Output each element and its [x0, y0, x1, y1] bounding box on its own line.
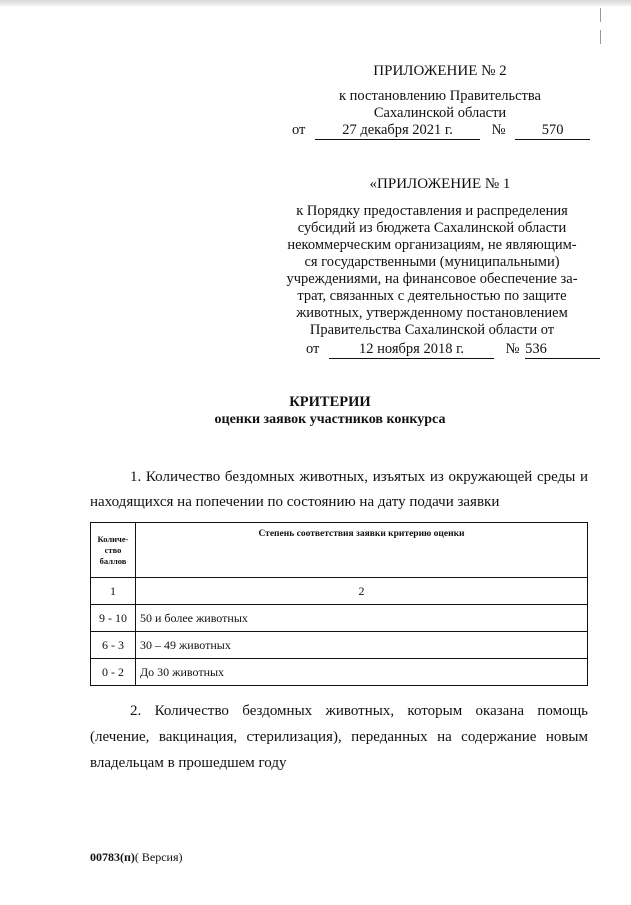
inner-appendix-line: Правительства Сахалинской области от	[309, 322, 555, 338]
appendix-date-line	[292, 122, 592, 140]
table-row	[91, 659, 588, 686]
table-header-degree: Степень соответствия заявки критерию оценки	[136, 523, 588, 578]
number-label: №	[491, 122, 506, 138]
inner-appendix-title: «ПРИЛОЖЕНИЕ № 1	[369, 176, 511, 192]
table-cell-desc: До 30 животных	[136, 659, 588, 686]
criteria-title: КРИТЕРИИ	[289, 394, 371, 410]
from-label: от	[306, 341, 320, 357]
criteria-table	[90, 522, 588, 686]
table-index-row	[91, 578, 588, 605]
table-cell-points: 9 - 10	[91, 605, 136, 632]
scan-top-edge	[0, 0, 631, 6]
decree-number: 570	[515, 122, 590, 140]
table-index-2: 2	[136, 578, 588, 605]
inner-appendix-line: животных, утвержденному постановлением	[296, 305, 568, 321]
table-cell-desc: 50 и более животных	[136, 605, 588, 632]
appendix-title: ПРИЛОЖЕНИЕ № 2	[373, 63, 507, 79]
from-label: от	[292, 122, 306, 138]
table-cell-desc: 30 – 49 животных	[136, 632, 588, 659]
decree-date: 27 декабря 2021 г.	[315, 122, 480, 140]
appendix-line: Сахалинской области	[373, 105, 507, 121]
inner-appendix-line: учреждениями, на финансовое обеспечение за-	[286, 271, 578, 287]
table-row	[91, 605, 588, 632]
inner-appendix-date-line	[306, 341, 606, 359]
order-date: 12 ноября 2018 г.	[329, 341, 494, 359]
order-number: 536	[525, 341, 600, 359]
criteria-subtitle: оценки заявок участников конкурса	[214, 412, 446, 427]
table-header-points: Количе-ство баллов	[91, 523, 136, 578]
table-index-1: 1	[91, 578, 136, 605]
footer-code-line	[90, 850, 183, 865]
inner-appendix-line: некоммерческим организациям, не являющим-	[287, 237, 577, 253]
inner-appendix-line: ся государственными (муниципальными)	[304, 254, 560, 270]
version-label: ( Версия)	[134, 850, 183, 864]
table-header-row	[91, 523, 588, 578]
inner-appendix-line: к Порядку предоставления и распределения	[296, 203, 568, 219]
document-code: 00783(п)	[90, 850, 135, 864]
table-row	[91, 632, 588, 659]
inner-appendix-line: трат, связанных с деятельностью по защите	[297, 288, 567, 304]
section-1-text: 1. Количество бездомных животных, изъятых из окружающей среды и находящихся на попечении по состоянию на дату подачи заявки	[90, 469, 588, 510]
inner-appendix-line: субсидий из бюджета Сахалинской области	[297, 220, 567, 236]
number-label: №	[505, 341, 520, 357]
section-2-text: 2. Количество бездомных животных, которым оказана помощь (лечение, вакцинация, стерилизация), переданных на содержание новым владельцам в прошедшем году	[90, 703, 588, 771]
table-cell-points: 6 - 3	[91, 632, 136, 659]
scan-margin-mark	[600, 30, 601, 44]
scan-margin-mark	[600, 8, 601, 22]
table-cell-points: 0 - 2	[91, 659, 136, 686]
inner-appendix-text	[262, 203, 602, 339]
appendix-line: к постановлению Правительства	[339, 88, 541, 104]
